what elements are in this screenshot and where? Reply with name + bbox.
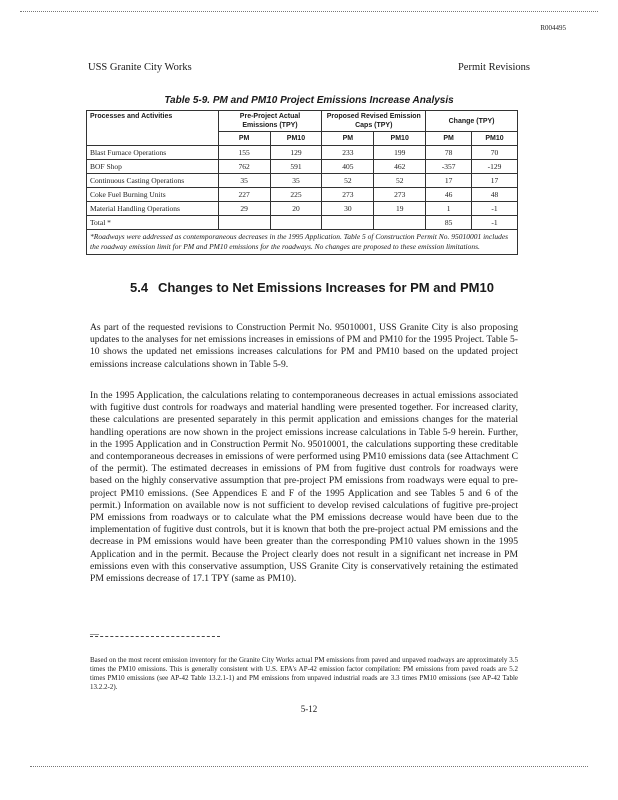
header-pm10: PM10 [374,132,426,146]
top-dotted-border [20,11,598,12]
cell-change-pm10: -1 [472,202,518,216]
footnote-mark: — [90,629,99,639]
emissions-table [86,110,518,255]
table-row [87,146,518,160]
cell-change-pm: 17 [426,174,472,188]
footnote-divider [90,636,220,637]
cell-pre-pm: 29 [218,202,270,216]
table-total-row [87,216,518,230]
cell-prop-pm [322,216,374,230]
row-activity: Blast Furnace Operations [87,146,219,160]
cell-change-pm: 78 [426,146,472,160]
cell-prop-pm: 405 [322,160,374,174]
cell-prop-pm: 52 [322,174,374,188]
header-pm: PM [218,132,270,146]
cell-change-pm: 46 [426,188,472,202]
section-title: Changes to Net Emissions Increases for PM and PM10 [158,280,494,295]
table-row [87,160,518,174]
footnote-text: Based on the most recent emission inventory for the Granite City Works actual PM emissions from paved and unpaved roadways are approximately 3.5 times the PM10 emissions. This is generally consistent with U.S. EPA's AP-42 emission factor compilation: PM emissions from paved roads are 5.2 times PM10 emissions (see AP-42 Table 13.2.1-1) and PM emissions from unpaved industrial roads are 3.3 times PM10 emissions (see AP-42 Table 13.2.2-2). [90,656,518,691]
cell-change-pm: 85 [426,216,472,230]
cell-pre-pm10: 20 [270,202,322,216]
table-row [87,174,518,188]
row-activity: Material Handling Operations [87,202,219,216]
row-activity: Coke Fuel Burning Units [87,188,219,202]
cell-pre-pm: 227 [218,188,270,202]
bottom-dotted-border [30,766,588,767]
cell-prop-pm10 [374,216,426,230]
cell-prop-pm10: 273 [374,188,426,202]
cell-prop-pm10: 199 [374,146,426,160]
table-caption: Table 5-9. PM and PM10 Project Emissions Increase Analysis [164,95,454,106]
header-section-title: Permit Revisions [457,62,530,73]
table-note-row [87,230,518,255]
header-pm: PM [322,132,374,146]
cell-prop-pm: 30 [322,202,374,216]
page-number: 5-12 [300,704,318,714]
cell-change-pm10: -1 [472,216,518,230]
cell-pre-pm: 155 [218,146,270,160]
cell-change-pm10: -129 [472,160,518,174]
header-proposed: Proposed Revised Emission Caps (TPY) [322,111,426,132]
cell-pre-pm10: 35 [270,174,322,188]
cell-pre-pm: 35 [218,174,270,188]
header-facility: USS Granite City Works [88,62,192,73]
cell-pre-pm: 762 [218,160,270,174]
cell-pre-pm10 [270,216,322,230]
paragraph: As part of the requested revisions to Construction Permit No. 95010001, USS Granite City is also proposing updates to the analyses for net emissions increases in emissions of PM and PM10 for the 1995 Project. Table 5-10 shows the updated net emissions increases calculations for PM and PM10 based on the updated project emissions increase calculations shown in Table 5-9. [90,322,518,370]
paragraph: In the 1995 Application, the calculations relating to contemporaneous decreases in actual emissions associated with fugitive dust controls for roadways and material handling were presented together. For increased clarity, these calculations are presented separately in this permit application and emissions changes for the material handling operations are now shown in the project emissions increase calculations in Table 5-9 herein. Further, in the 1995 Application and in Construction Permit No. 95010001, the calculations supporting these creditable and contemporaneous decreases in emissions of were performed using PM10 emissions data (see Attachment C of the permit). The estimated decreases in emissions of PM from fugitive dust controls for roadways were based on the highly conservative assumption that pre-project PM emissions from roadways were equal to pre-project PM10 emissions. (See Appendices E and F of the 1995 Application and see Tables 5 and 6 of the permit.) Information on available now is not sufficient to develop revised calculations of fugitive pre-project PM emissions from roadways or to calculate what the PM emissions decrease would have been due to the implementation of fugitive dust controls, but it is known that both the pre-project actual PM emissions and the decrease in PM emissions would have been greater than the corresponding PM10 values shown in the 1995 Application and in the permit. Because the Project clearly does not result in a significant net increase in PM emissions even with this conservative assumption, USS Granite City is conservatively retaining the estimated PM emissions decrease of 17.1 TPY (same as PM10). [90,390,518,585]
cell-prop-pm10: 462 [374,160,426,174]
cell-pre-pm [218,216,270,230]
cell-prop-pm10: 19 [374,202,426,216]
table-row [87,188,518,202]
bates-number: R004495 [540,24,566,32]
table-note: *Roadways were addressed as contemporaneous decreases in the 1995 Application. Table 5 of Construction Permit No. 95010001 includes the roadway emission limit for PM and PM10 emissions for the roadways. No changes are proposed to these emission limitations. [87,230,518,255]
cell-prop-pm10: 52 [374,174,426,188]
table-row [87,202,518,216]
header-pm10: PM10 [472,132,518,146]
cell-change-pm: -357 [426,160,472,174]
cell-change-pm10: 48 [472,188,518,202]
cell-prop-pm: 233 [322,146,374,160]
row-activity: Total * [87,216,219,230]
cell-change-pm10: 70 [472,146,518,160]
cell-pre-pm10: 225 [270,188,322,202]
header-change: Change (TPY) [426,111,518,132]
cell-pre-pm10: 591 [270,160,322,174]
header-pm10: PM10 [270,132,322,146]
cell-change-pm: 1 [426,202,472,216]
header-pre-project: Pre-Project Actual Emissions (TPY) [218,111,322,132]
header-pm: PM [426,132,472,146]
header-activities: Processes and Activities [87,111,219,146]
table-header-row [87,111,518,132]
row-activity: BOF Shop [87,160,219,174]
cell-pre-pm10: 129 [270,146,322,160]
row-activity: Continuous Casting Operations [87,174,219,188]
cell-change-pm10: 17 [472,174,518,188]
cell-prop-pm: 273 [322,188,374,202]
section-number: 5.4 [130,280,149,295]
